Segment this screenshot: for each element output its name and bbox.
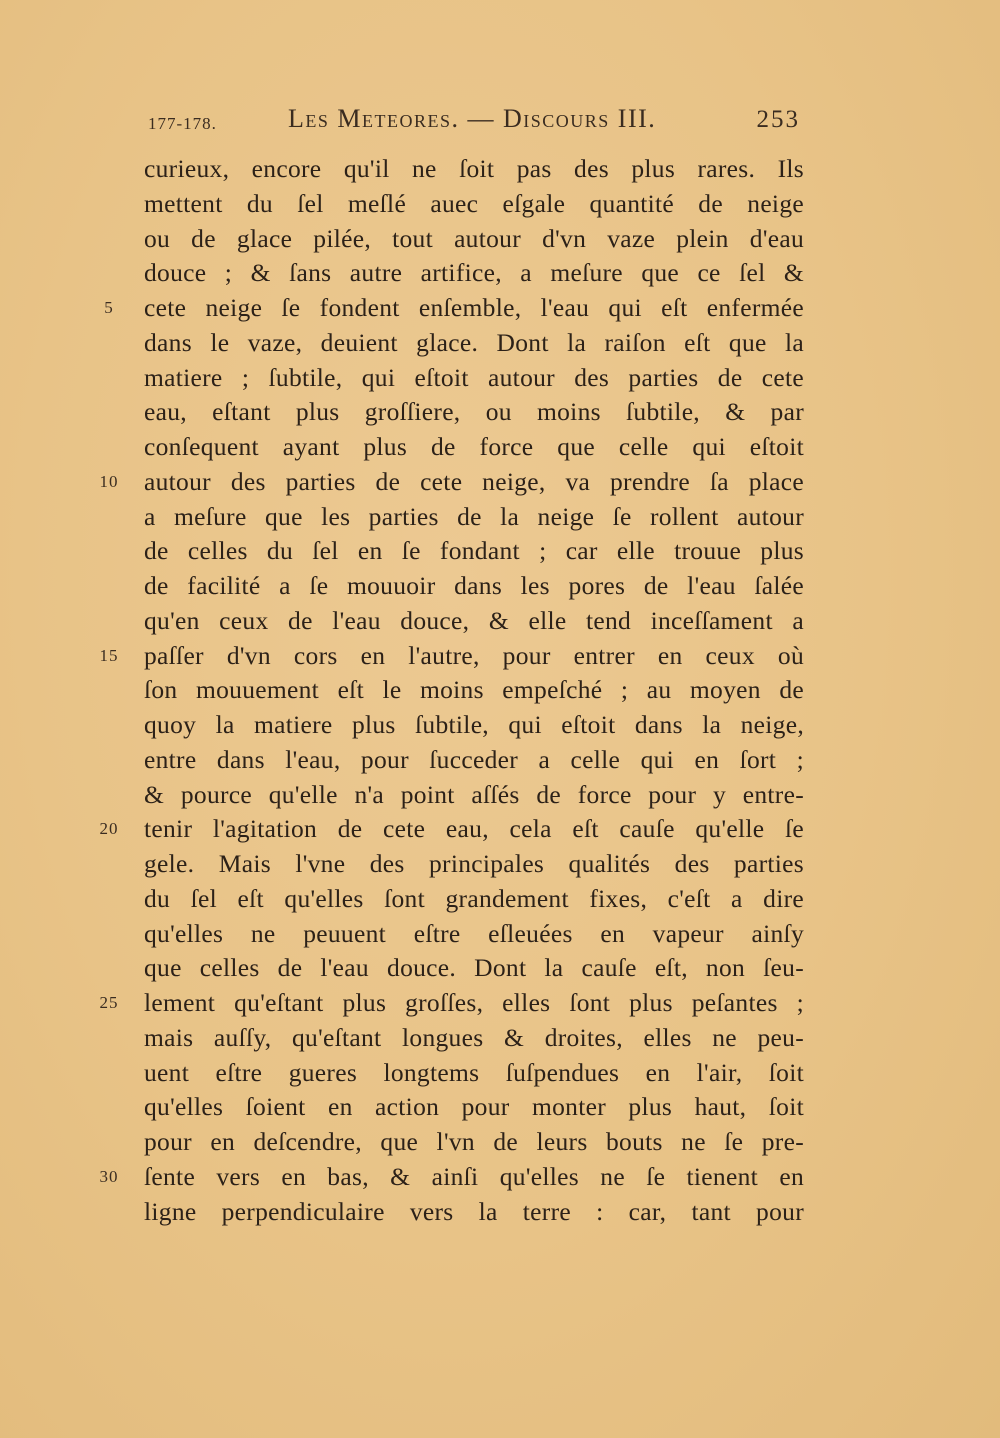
line-text: autour des parties de cete neige, va prendre ſa place	[144, 466, 804, 496]
text-line	[144, 395, 804, 430]
line-text: qu'en ceux de l'eau douce, & elle tend inceſſament a	[144, 605, 804, 635]
line-text: que celles de l'eau douce. Dont la cauſe eſt, non ſeu-	[144, 953, 804, 983]
line-text: dans le vaze, deuient glace. Dont la raiſon eſt que la	[144, 327, 804, 357]
line-text: entre dans l'eau, pour ſucceder a celle qui en ſort ;	[144, 744, 804, 774]
running-head	[140, 104, 820, 140]
text-line	[144, 569, 804, 604]
line-text: qu'elles ſoient en action pour monter plus haut, ſoit	[144, 1092, 804, 1122]
text-line	[144, 673, 804, 708]
page-header-title: Les Meteores. — Discours III.	[288, 104, 657, 133]
text-line	[144, 743, 804, 778]
line-text: a meſure que les parties de la neige ſe rollent autour	[144, 501, 804, 531]
body-text	[99, 152, 804, 1229]
text-line	[144, 847, 804, 882]
text-line	[144, 361, 804, 396]
line-text: conſequent ayant plus de force que celle qui eſtoit	[144, 432, 804, 461]
line-text: eau, eſtant plus groſſiere, ou moins ſubtile, & par	[144, 397, 804, 427]
line-text: ou de glace pilée, tout autour d'vn vaze plein d'eau	[144, 223, 804, 253]
text-line	[144, 222, 804, 257]
line-text: ligne perpendiculaire vers la terre : car, tant pour	[144, 1196, 804, 1226]
text-line	[144, 500, 804, 535]
text-line	[144, 1125, 804, 1160]
text-line	[99, 986, 804, 1021]
line-text: gele. Mais l'vne des principales qualités des parties	[144, 849, 804, 878]
line-text: mais auſſy, qu'eſtant longues & droites, elles ne peu-	[144, 1022, 804, 1052]
text-line	[144, 604, 804, 639]
text-line	[144, 256, 804, 291]
line-number: 25	[99, 993, 119, 1012]
line-text: uent eſtre gueres longtems ſuſpendues en l'air, ſoit	[144, 1057, 804, 1087]
text-line	[144, 951, 804, 986]
text-line	[144, 152, 804, 187]
line-text: douce ; & ſans autre artifice, a meſure que ce ſel &	[144, 258, 804, 288]
line-number: 20	[99, 819, 119, 839]
line-text: ſente vers en bas, & ainſi qu'elles ne ſe tienent en	[144, 1161, 804, 1191]
text-line	[144, 917, 804, 952]
text-line	[144, 882, 804, 917]
line-text: curieux, encore qu'il ne ſoit pas des plus rares. Ils	[144, 154, 804, 183]
text-line	[144, 1090, 804, 1125]
line-text: mettent du ſel meſlé auec eſgale quantité de neige	[144, 188, 804, 218]
line-text: quoy la matiere plus ſubtile, qui eſtoit dans la neige,	[144, 710, 804, 739]
text-line	[99, 465, 804, 500]
text-line	[144, 778, 804, 813]
line-number: 15	[99, 645, 119, 665]
text-line	[99, 1160, 804, 1195]
line-text: de celles du ſel en ſe fondant ; car elle trouue plus	[144, 536, 804, 566]
line-number: 5	[104, 298, 114, 317]
line-text: du ſel eſt qu'elles ſont grandement fixes, c'eſt a dire	[144, 883, 804, 913]
text-line	[99, 812, 804, 847]
section-reference: 177-178.	[148, 114, 217, 133]
text-line	[99, 639, 804, 674]
text-line	[144, 1021, 804, 1056]
page-number: 253	[756, 106, 800, 133]
text-line	[144, 430, 804, 465]
line-text: lement qu'eſtant plus groſſes, elles ſont plus peſantes ;	[144, 988, 804, 1017]
text-line	[104, 291, 804, 326]
text-line	[144, 187, 804, 222]
text-line	[144, 1056, 804, 1091]
line-text: pour en deſcendre, que l'vn de leurs bouts ne ſe pre-	[144, 1127, 804, 1156]
text-line	[144, 708, 804, 743]
text-line	[144, 1195, 804, 1230]
line-text: de facilité a ſe mouuoir dans les pores de l'eau ſalée	[144, 571, 804, 600]
line-text: qu'elles ne peuuent eſtre eſleuées en vapeur ainſy	[144, 918, 804, 948]
line-number: 30	[99, 1166, 119, 1186]
line-text: tenir l'agitation de cete eau, cela eſt cauſe qu'elle ſe	[144, 814, 804, 844]
text-line	[144, 326, 804, 361]
line-text: matiere ; ſubtile, qui eſtoit autour des parties de cete	[144, 362, 804, 392]
line-text: & pource qu'elle n'a point aſſés de force pour y entre-	[144, 779, 804, 809]
line-number: 10	[99, 471, 119, 491]
text-line	[144, 534, 804, 569]
line-text: ſon mouuement eſt le moins empeſché ; au moyen de	[144, 675, 804, 705]
line-text: paſſer d'vn cors en l'autre, pour entrer en ceux où	[144, 640, 804, 670]
line-text: cete neige ſe fondent enſemble, l'eau qui eſt enfermée	[144, 293, 804, 322]
